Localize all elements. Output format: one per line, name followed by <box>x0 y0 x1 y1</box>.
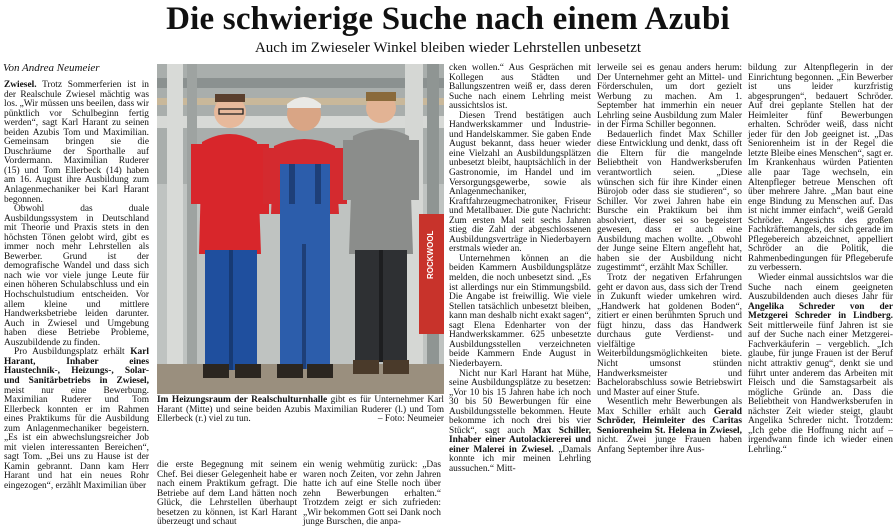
paragraph-text: Wesentlich mehr Bewerbungen als Max Schiller erhält auch <box>597 397 742 417</box>
article-photo <box>157 64 444 394</box>
paragraph <box>597 274 742 398</box>
paragraph <box>597 131 742 274</box>
paragraph <box>748 274 893 455</box>
paragraph-text: „Damals konnte ich mir meinen Lehrling aussuchen.“ Mitt- <box>449 444 591 474</box>
paragraph-text: Nicht nur Karl Harant hat Mühe, seine Ausbildungsplätze zu besetzen: „Vor 10 bis 15 Jahren habe ich noch 30 bis 50 Bewerbungen für eine Ausbildungsstelle bekommen. Heute bekomme ich noch drei bis vier Stück“, sagt auch <box>449 368 591 436</box>
paragraph <box>4 81 149 205</box>
bold-name: Max Schiller, Inhaber einer Autolackiererei und einer Malerei in Zwiesel. <box>449 425 591 455</box>
paragraph-text: cken wollen.“ Aus Gesprächen mit Kollegen aus Städten und Ballungszentren weiß er, dass deren Suche nach einem Lehrling meist aussichtslos ist. <box>449 63 591 112</box>
paragraph-text: Obwohl das duale Ausbildungssystem in Deutschland mit Theorie und Praxis stets in den höchsten Tönen gelobt wird, gibt es immer noch mehr Lehrstellen als Bewerber. Grund ist der demografische Wandel und dass sich nach wie vor viele junge Leute für einen höheren Schulabschluss und ein Hochschulstudium entscheiden. Vor allem kleine und mittlere Handwerksbetriebe leiden darunter. Auch in Zwiesel und Umgebung haben diese Betriebe Probleme, Auszubildende zu finden. <box>4 204 149 348</box>
paragraph <box>4 205 149 348</box>
paragraph-text: nicht. Zwei junge Frauen haben Anfang September ihre Aus- <box>597 435 742 455</box>
rockwool-sign: ROCKWOOL <box>426 230 435 279</box>
caption-bold: Im Heizungsraum der Realschulturnhalle <box>157 395 328 405</box>
paragraph <box>748 64 893 274</box>
bold-name: Karl Harant, Inhaber eines Haustechnik-, Heizungs-, Solar- und Sanitärbetriebs in Zwiesel, <box>4 347 149 386</box>
paragraph <box>4 348 149 491</box>
column-2 <box>157 460 297 528</box>
paragraph <box>597 398 742 455</box>
paragraph <box>597 64 742 131</box>
paragraph <box>157 461 297 528</box>
paragraph <box>449 255 591 370</box>
paragraph-text: Unternehmen können an die beiden Kammern Ausbildungsplätze melden, die noch unbesetzt sind. „Es ist allerdings nur ein Stimmungsbild. Die Angabe ist freiwillig. Wie viele Stellen tatsächlich unbesetzt bleiben, kann man deshalb nicht exakt sagen“, sagt Elena Edenharter von der Handwerkskammer. 625 unbesetzte Ausbildungsstellen verzeichneten beide Kammern Ende August in Niederbayern. <box>449 253 591 369</box>
subheadline: Auch im Zwieseler Winkel bleiben wieder Lehrstellen unbesetzt <box>254 40 642 56</box>
caption-text: gibt es für Unternehmer Karl Harant (Mitte) und seine beiden Azubis Maximilian Ruderer (l.) und Tom Ellerbeck (r.) viel zu tun. <box>157 395 444 425</box>
paragraph-text: Trotz der negativen Erfahrungen geht er davon aus, dass sich der Trend in Zukunft wieder umkehren wird. „Handwerk hat goldenen Boden“, zitiert er einen berühmten Spruch und fügt hinzu, dass das Handwerk durchaus gute Verdienst- und vielfältige Weiterbildungsmöglichkeiten biete. Nicht umsonst stünden Handwerksmeister und Bachelorabschluss sowie Betriebswirt und Master auf einer Stufe. <box>597 273 742 398</box>
column-4 <box>449 64 591 517</box>
column-6 <box>748 64 893 517</box>
dateline: Zwiesel. <box>4 80 37 90</box>
paragraph <box>303 461 441 528</box>
byline: Von Andrea Neumeier <box>3 62 100 74</box>
paragraph <box>449 370 591 475</box>
bold-name: Angelika Schreder von der Metzgerei Schreder in Lindberg. <box>748 301 893 322</box>
paragraph <box>449 64 591 112</box>
paragraph-text: Bedauerlich findet Max Schiller diese Entwicklung und denkt, dass oft die Eltern für die mangelnde Beliebtheit von Handwerksberufen verantwortlich seien. „Diese wünschen sich für ihre Kinder einen Bürojob oder dass sie studieren“, so Schiller. Vor zwei Jahren habe ein Bursche ein Praktikum bei ihm absolviert, dieser sei so begeistert gewesen, dass er auch eine Ausbildung machen wollte. „Obwohl der Junge seine Eltern angefleht hat, haben sie der Ausbildung nicht zugestimmt“, erzählt Max Schiller. <box>597 129 742 274</box>
paragraph-text: meist nur eine Bewerbung. Maximilian Ruderer und Tom Ellerbeck konnten er im Rahmen eines Praktikums für die Ausbildung zum Anlagenmechaniker begeistern. „Es ist ein abwechslungsreicher Job mit vielen interessanten Bereichen“, sagt Tom. „Bei uns zu Hause ist der Kamin gebrannt. Dann kam Herr Harant und hat ein neues Rohr eingezogen“, erzählt Maximilian über <box>4 385 149 491</box>
photo-credit: – Foto: Neumeier <box>377 414 444 425</box>
photo-caption <box>157 396 444 458</box>
paragraph-text: Trotz Sommerferien ist in der Realschule Zwiesel mächtig was los. „Wir müssen uns beeilen, dass wir pünktlich vor Schulbeginn fertig werden“, sagt Karl Harant zu seinen beiden Azubis Tom und Maximilian. Gemeinsam bringen sie die Duschräume der Sporthalle auf Vordermann. Maximilian Ruderer (15) und Tom Ellerbeck (14) haben am 16. August ihre Ausbildung zum Anlagenmechaniker bei Karl Harant begonnen. <box>4 80 149 205</box>
paragraph <box>449 112 591 255</box>
paragraph-text: die erste Begegnung mit seinem Chef. Bei dieser Gelegenheit habe er nach einem Praktikum gefragt. Die Betriebe auf dem Land hätten noch Glück, die Lehrstellen überhaupt besetzen zu können, ist Karl Harant überzeugt und schaut <box>157 460 297 528</box>
paragraph-text: Seit mittlerweile fünf Jahren ist sie auf der Suche nach einer Metzgerei-Fachverkäuferin – vergeblich. „Ich glaube, für junge Frauen ist der Beruf nicht attraktiv genug“, denkt sie und führt unter anderem das Arbeiten mit Fleisch und die Samstagsarbeit als mögliche Gründe an. Dass die Beliebtheit von Handwerksberufen in nächster Zeit wieder steigt, glaubt Angelika Schreder nicht. Trotzdem: „Ich gebe die Hoffnung nicht auf – irgendwann finde ich wieder einen Lehrling.“ <box>748 320 893 455</box>
bold-name: Gerald Schröder, Heimleiter des Caritas Seniorenheim St. Helena in Zwiesel, <box>597 406 742 436</box>
paragraph-text: Diesen Trend bestätigen auch Handwerkskammer und Industrie- und Handelskammer. Sie gaben Ende August bekannt, dass heuer wieder eine Vielzahl an Ausbildungsplätzen unbesetzt bleibt, hauptsächlich in der Gastronomie, im Handel und im Versorgungsgewerbe, sowie als Anlagenmechaniker, Kraftfahrzeugmechatroniker, Friseur und Metallbauer. Die gute Nachricht: Zum ersten Mal seit sechs Jahren stieg die Zahl der abgeschlossenen Ausbildungsverträge in Niederbayern erstmals wieder an. <box>449 110 591 255</box>
headline: Die schwierige Suche nach einem Azubi <box>166 1 730 37</box>
paragraph-text: lerweile sei es genau anders herum: Der Unternehmer geht an Mittel- und Förderschulen, um dort gezielt Werbung zu machen. Am 1. September hat immerhin ein neuer Lehrling seine Ausbildung zum Maler in der Firma Schiller begonnen. <box>597 63 742 131</box>
column-3 <box>303 460 441 528</box>
column-1 <box>4 81 149 514</box>
column-5 <box>597 64 742 517</box>
paragraph-text: Pro Ausbildungsplatz erhält <box>14 347 131 358</box>
paragraph-text: bildung zur Altenpflegerin in der Einrichtung begonnen. „Ein Bewerber ist uns leider kurzfristig abgesprungen“, bedauert Schröder. Auf drei geplante Stellen hat der Heimleiter fünf Bewerbungen erhalten. Schröder weiß, dass nicht jeder für den Job geeignet ist. „Das Seniorenheim ist in der Regel die letzte Bleibe eines Menschen“, sagt er. Im Krankenhaus würden Patienten alle paar Tage wechseln, ein Altenpfleger betreue Menschen oft über mehrere Jahre. „Man baut eine enge Bindung zu Menschen auf. Das ist nicht immer einfach“, weiß Gerald Schröder. Angesichts des großen Fachkräftemangels, der sich gerade im Pflegebereich abzeichnet, appelliert Schröder an die Politik, die Rahmenbedingungen für Pflegeberufe zu verbessern. <box>748 63 893 274</box>
paragraph-text: ein wenig wehmütig zurück: „Das waren noch Zeiten, vor zehn Jahren hatte ich auf eine Stelle noch über zehn Bewerbungen erhalten.“ Trotzdem zeigt er sich zufrieden: „Wir bekommen Gott sei Dank noch junge Burschen, die anpa- <box>303 460 441 528</box>
paragraph-text: Wieder einmal aussichtslos war die Suche nach einem geeigneten Auszubildenden auch dieses Jahr für <box>748 273 893 303</box>
